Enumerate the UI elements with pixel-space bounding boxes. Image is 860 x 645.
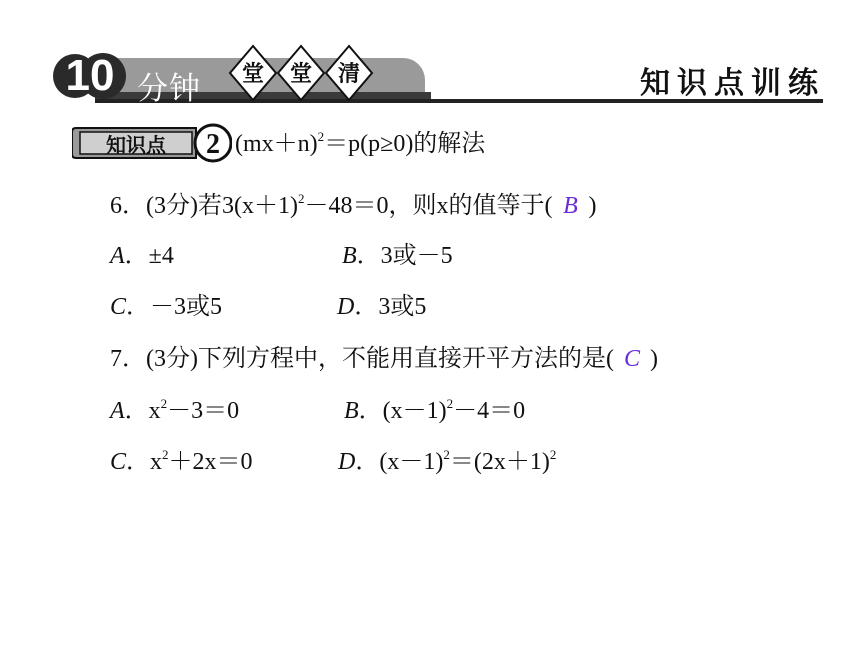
q6-option-a-sep: ． [124, 243, 149, 269]
q6-option-c-sep: ． [126, 294, 151, 320]
diamond-char-2: 堂 [289, 62, 313, 87]
q6-option-d-letter: D [337, 294, 355, 320]
q7-option-c[interactable] [110, 446, 253, 478]
q6-option-c-letter: C [110, 294, 127, 320]
q6-option-a-text: ±4 [148, 243, 174, 269]
q6-stem-sup: 2 [297, 191, 305, 206]
q7-option-c-post: ＋2x＝0 [168, 449, 253, 475]
section-title: 知识点训练 [640, 66, 825, 101]
q7-option-b-sup: 2 [446, 396, 454, 411]
q6-stem-post: －48＝0，则x的值等于( [304, 193, 553, 219]
q7-option-d-sup2: 2 [549, 447, 557, 462]
q7-option-d-sep: ． [355, 449, 380, 475]
q7-option-d-post: ＝(2x＋1) [449, 449, 550, 475]
badge-number: 10 [65, 51, 115, 100]
q7-option-c-sep: ． [126, 449, 151, 475]
q6-option-b-letter: B [342, 243, 357, 269]
q6-option-c-text: －3或5 [150, 294, 223, 320]
q7-stem-pre: 7．(3分)下列方程中，不能用直接开平方法的是( [110, 346, 614, 372]
q7-option-b-pre: (x－1) [382, 398, 447, 424]
class-review-diamonds [226, 42, 376, 104]
q7-option-a-letter: A [110, 398, 125, 424]
q6-option-d-sep: ． [354, 294, 379, 320]
q7-option-d-sup: 2 [443, 447, 450, 462]
q7-option-a[interactable] [110, 395, 239, 427]
q7-answer: C [623, 346, 640, 372]
q7-option-a-post: －3＝0 [167, 398, 240, 424]
q7-option-b-post: －4＝0 [453, 398, 526, 424]
kp-heading-sup: 2 [317, 129, 325, 144]
q6-stem-pre: 6．(3分)若3(x＋1) [110, 193, 298, 219]
question-7-stem [110, 343, 658, 375]
q6-option-b-text: 3或－5 [380, 243, 453, 269]
knowledge-point-tag [72, 122, 232, 164]
q7-option-c-letter: C [110, 449, 127, 475]
q7-option-b[interactable] [344, 395, 525, 427]
q7-option-b-letter: B [344, 398, 359, 424]
diamond-char-3: 清 [337, 62, 361, 87]
q6-option-b-sep: ． [356, 243, 381, 269]
q6-stem-close: ) [588, 193, 597, 219]
q6-option-c[interactable] [110, 291, 222, 323]
q6-option-d-text: 3或5 [378, 294, 427, 320]
q7-option-d-pre: (x－1) [379, 449, 444, 475]
minutes-label: 分钟 [137, 71, 201, 107]
q7-option-a-pre: x [148, 398, 161, 424]
q6-option-a-letter: A [110, 243, 125, 269]
question-6-stem [110, 190, 596, 222]
kp-tag-label: 知识点 [106, 133, 166, 157]
q6-option-d[interactable] [337, 291, 426, 323]
q7-option-d[interactable] [338, 446, 556, 478]
q7-option-b-sep: ． [358, 398, 383, 424]
kp-number: 2 [206, 129, 220, 160]
q7-option-c-sup: 2 [162, 447, 169, 462]
q7-stem-close: ) [650, 346, 658, 372]
q7-option-a-sep: ． [124, 398, 149, 424]
knowledge-point-heading [235, 123, 485, 158]
q7-option-a-sup: 2 [160, 396, 168, 411]
q6-option-a[interactable] [110, 240, 174, 272]
kp-heading-post: ＝p(p≥0)的解法 [324, 131, 486, 157]
q7-option-d-letter: D [338, 449, 356, 475]
lesson-header [0, 0, 860, 110]
q6-option-b[interactable] [342, 240, 453, 272]
diamond-char-1: 堂 [241, 62, 265, 87]
kp-heading-pre: (mx＋n) [235, 131, 318, 157]
q7-option-c-pre: x [150, 449, 163, 475]
q6-answer: B [563, 193, 578, 219]
ten-minute-badge [53, 42, 127, 110]
